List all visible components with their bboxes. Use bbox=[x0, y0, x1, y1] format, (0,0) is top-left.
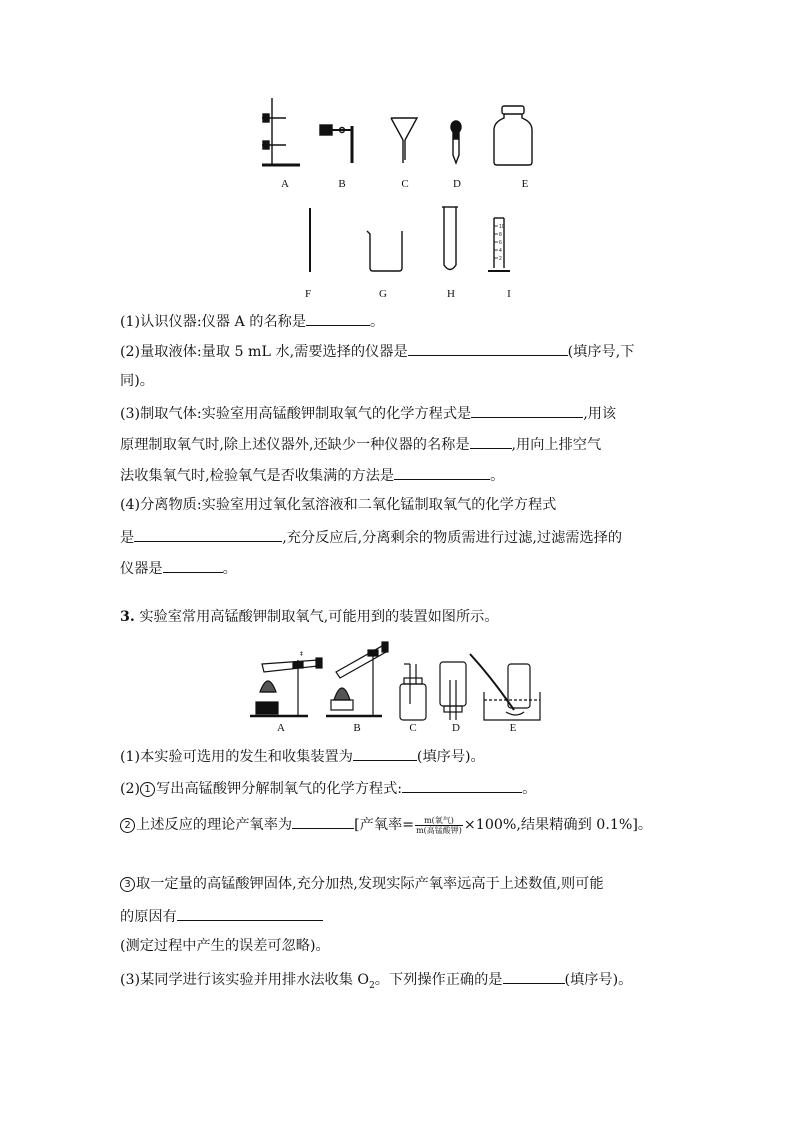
q2-part3-line2: 原理制取氧气时,除上述仪器外,还缺少一种仪器的名称是 ,用向上排空气 bbox=[120, 434, 601, 454]
answer-blank[interactable] bbox=[503, 969, 565, 984]
cylinder-mark: 6 bbox=[499, 240, 502, 246]
apparatus-a-drawing bbox=[250, 651, 322, 716]
apparatus-d-drawing bbox=[440, 662, 466, 720]
answer-blank[interactable] bbox=[471, 403, 583, 418]
funnel-drawing bbox=[391, 118, 417, 163]
svg-text:ǂ: ǂ bbox=[300, 651, 303, 658]
q3-part2-sub3-line1: 3 取一定量的高锰酸钾固体,充分加热,发现实际产氧率远高于上述数值,则可能 bbox=[120, 875, 604, 893]
cylinder-mark: 10 bbox=[499, 224, 505, 230]
apparatus-label-e: E bbox=[509, 722, 517, 734]
instrument-label-a: A bbox=[281, 178, 289, 190]
instrument-label-g: G bbox=[379, 288, 387, 300]
q2-part2-line1: (2)量取液体:量取 5 mL 水,需要选择的仪器是 (填序号,下 bbox=[120, 341, 634, 361]
answer-blank[interactable] bbox=[470, 434, 512, 449]
instrument-label-c: C bbox=[401, 178, 409, 190]
apparatus-label-a: A bbox=[277, 722, 285, 734]
answer-blank[interactable] bbox=[163, 558, 223, 573]
instrument-label-d: D bbox=[453, 178, 461, 190]
clamp-drawing bbox=[320, 125, 352, 163]
circled-number: 2 bbox=[120, 818, 135, 833]
q3-part2-sub2: 2 上述反应的理论产氧率为 [产氧率= $\frac{\text{m(氧气)}}{\text{m(高锰酸钾)}}$ ×100%,结果精确到 0.1%]。 bbox=[120, 814, 652, 835]
instrument-label-i: I bbox=[507, 288, 511, 300]
apparatus-b-drawing bbox=[326, 642, 388, 716]
instrument-label-e: E bbox=[521, 178, 529, 190]
bottle-drawing bbox=[494, 106, 532, 165]
apparatus-label-b: B bbox=[353, 722, 361, 734]
q2-part3-line1: (3)制取气体:实验室用高锰酸钾制取氧气的化学方程式是 ,用该 bbox=[120, 403, 616, 423]
apparatus-c-drawing bbox=[400, 664, 426, 720]
cylinder-mark: 8 bbox=[499, 232, 502, 238]
answer-blank[interactable] bbox=[292, 814, 354, 829]
q2-part4-line2: 是 ,充分反应后,分离剩余的物质需进行过滤,过滤需选择的 bbox=[120, 527, 622, 547]
q2-part1: (1)认识仪器:仪器 A 的名称是 。 bbox=[120, 311, 384, 331]
q3-stem: 3. 实验室常用高锰酸钾制取氧气,可能用到的装置如图所示。 bbox=[120, 609, 499, 625]
q3-part3: (3)某同学进行该实验并用排水法收集 $O_2$。下列操作正确的是 (填序号)。 bbox=[120, 969, 632, 995]
circled-number: 1 bbox=[140, 782, 155, 797]
answer-blank[interactable] bbox=[306, 311, 370, 326]
cylinder-mark: 4 bbox=[499, 248, 502, 254]
answer-blank[interactable] bbox=[408, 341, 568, 356]
dropper-drawing bbox=[451, 121, 461, 163]
circled-number: 3 bbox=[120, 877, 135, 892]
answer-blank[interactable] bbox=[353, 746, 417, 761]
beaker-drawing bbox=[367, 231, 402, 271]
answer-blank[interactable] bbox=[134, 527, 282, 542]
q2-part3-line3: 法收集氧气时,检验氧气是否收集满的方法是 。 bbox=[120, 465, 504, 485]
q3-part1: (1)本实验可选用的发生和收集装置为 (填序号)。 bbox=[120, 746, 485, 766]
q2-part4-line1: (4)分离物质:实验室用过氧化氢溶液和二氧化锰制取氧气的化学方程式 bbox=[120, 497, 557, 513]
q3-part2-sub3-line2: 的原因有 bbox=[120, 906, 323, 926]
iron-stand-drawing bbox=[262, 98, 300, 165]
question-number: 3. bbox=[120, 609, 135, 625]
apparatus-label-c: C bbox=[409, 722, 417, 734]
answer-blank[interactable] bbox=[402, 778, 522, 793]
answer-blank[interactable] bbox=[394, 465, 490, 480]
q3-part2-sub1: (2) 1 写出高锰酸钾分解制氧气的化学方程式: 。 bbox=[120, 778, 536, 798]
apparatus-figure bbox=[0, 640, 794, 720]
test-tube-drawing bbox=[442, 207, 458, 270]
q3-part2-sub3-line3: (测定过程中产生的误差可忽略)。 bbox=[120, 938, 330, 954]
oxygen-yield-fraction: $\frac{\text{m(氧气)}}{\text{m(高锰酸钾)}}$ bbox=[416, 815, 462, 835]
instrument-label-f: F bbox=[304, 288, 312, 300]
apparatus-e-drawing bbox=[470, 654, 540, 720]
instrument-label-b: B bbox=[338, 178, 346, 190]
q2-part4-line3: 仪器是 。 bbox=[120, 558, 237, 578]
cylinder-mark: 2 bbox=[499, 256, 502, 262]
instrument-figure bbox=[0, 0, 794, 300]
apparatus-label-d: D bbox=[452, 722, 460, 734]
answer-blank[interactable] bbox=[177, 906, 323, 921]
instrument-label-h: H bbox=[447, 288, 455, 300]
q2-part2-line2: 同)。 bbox=[120, 373, 154, 389]
